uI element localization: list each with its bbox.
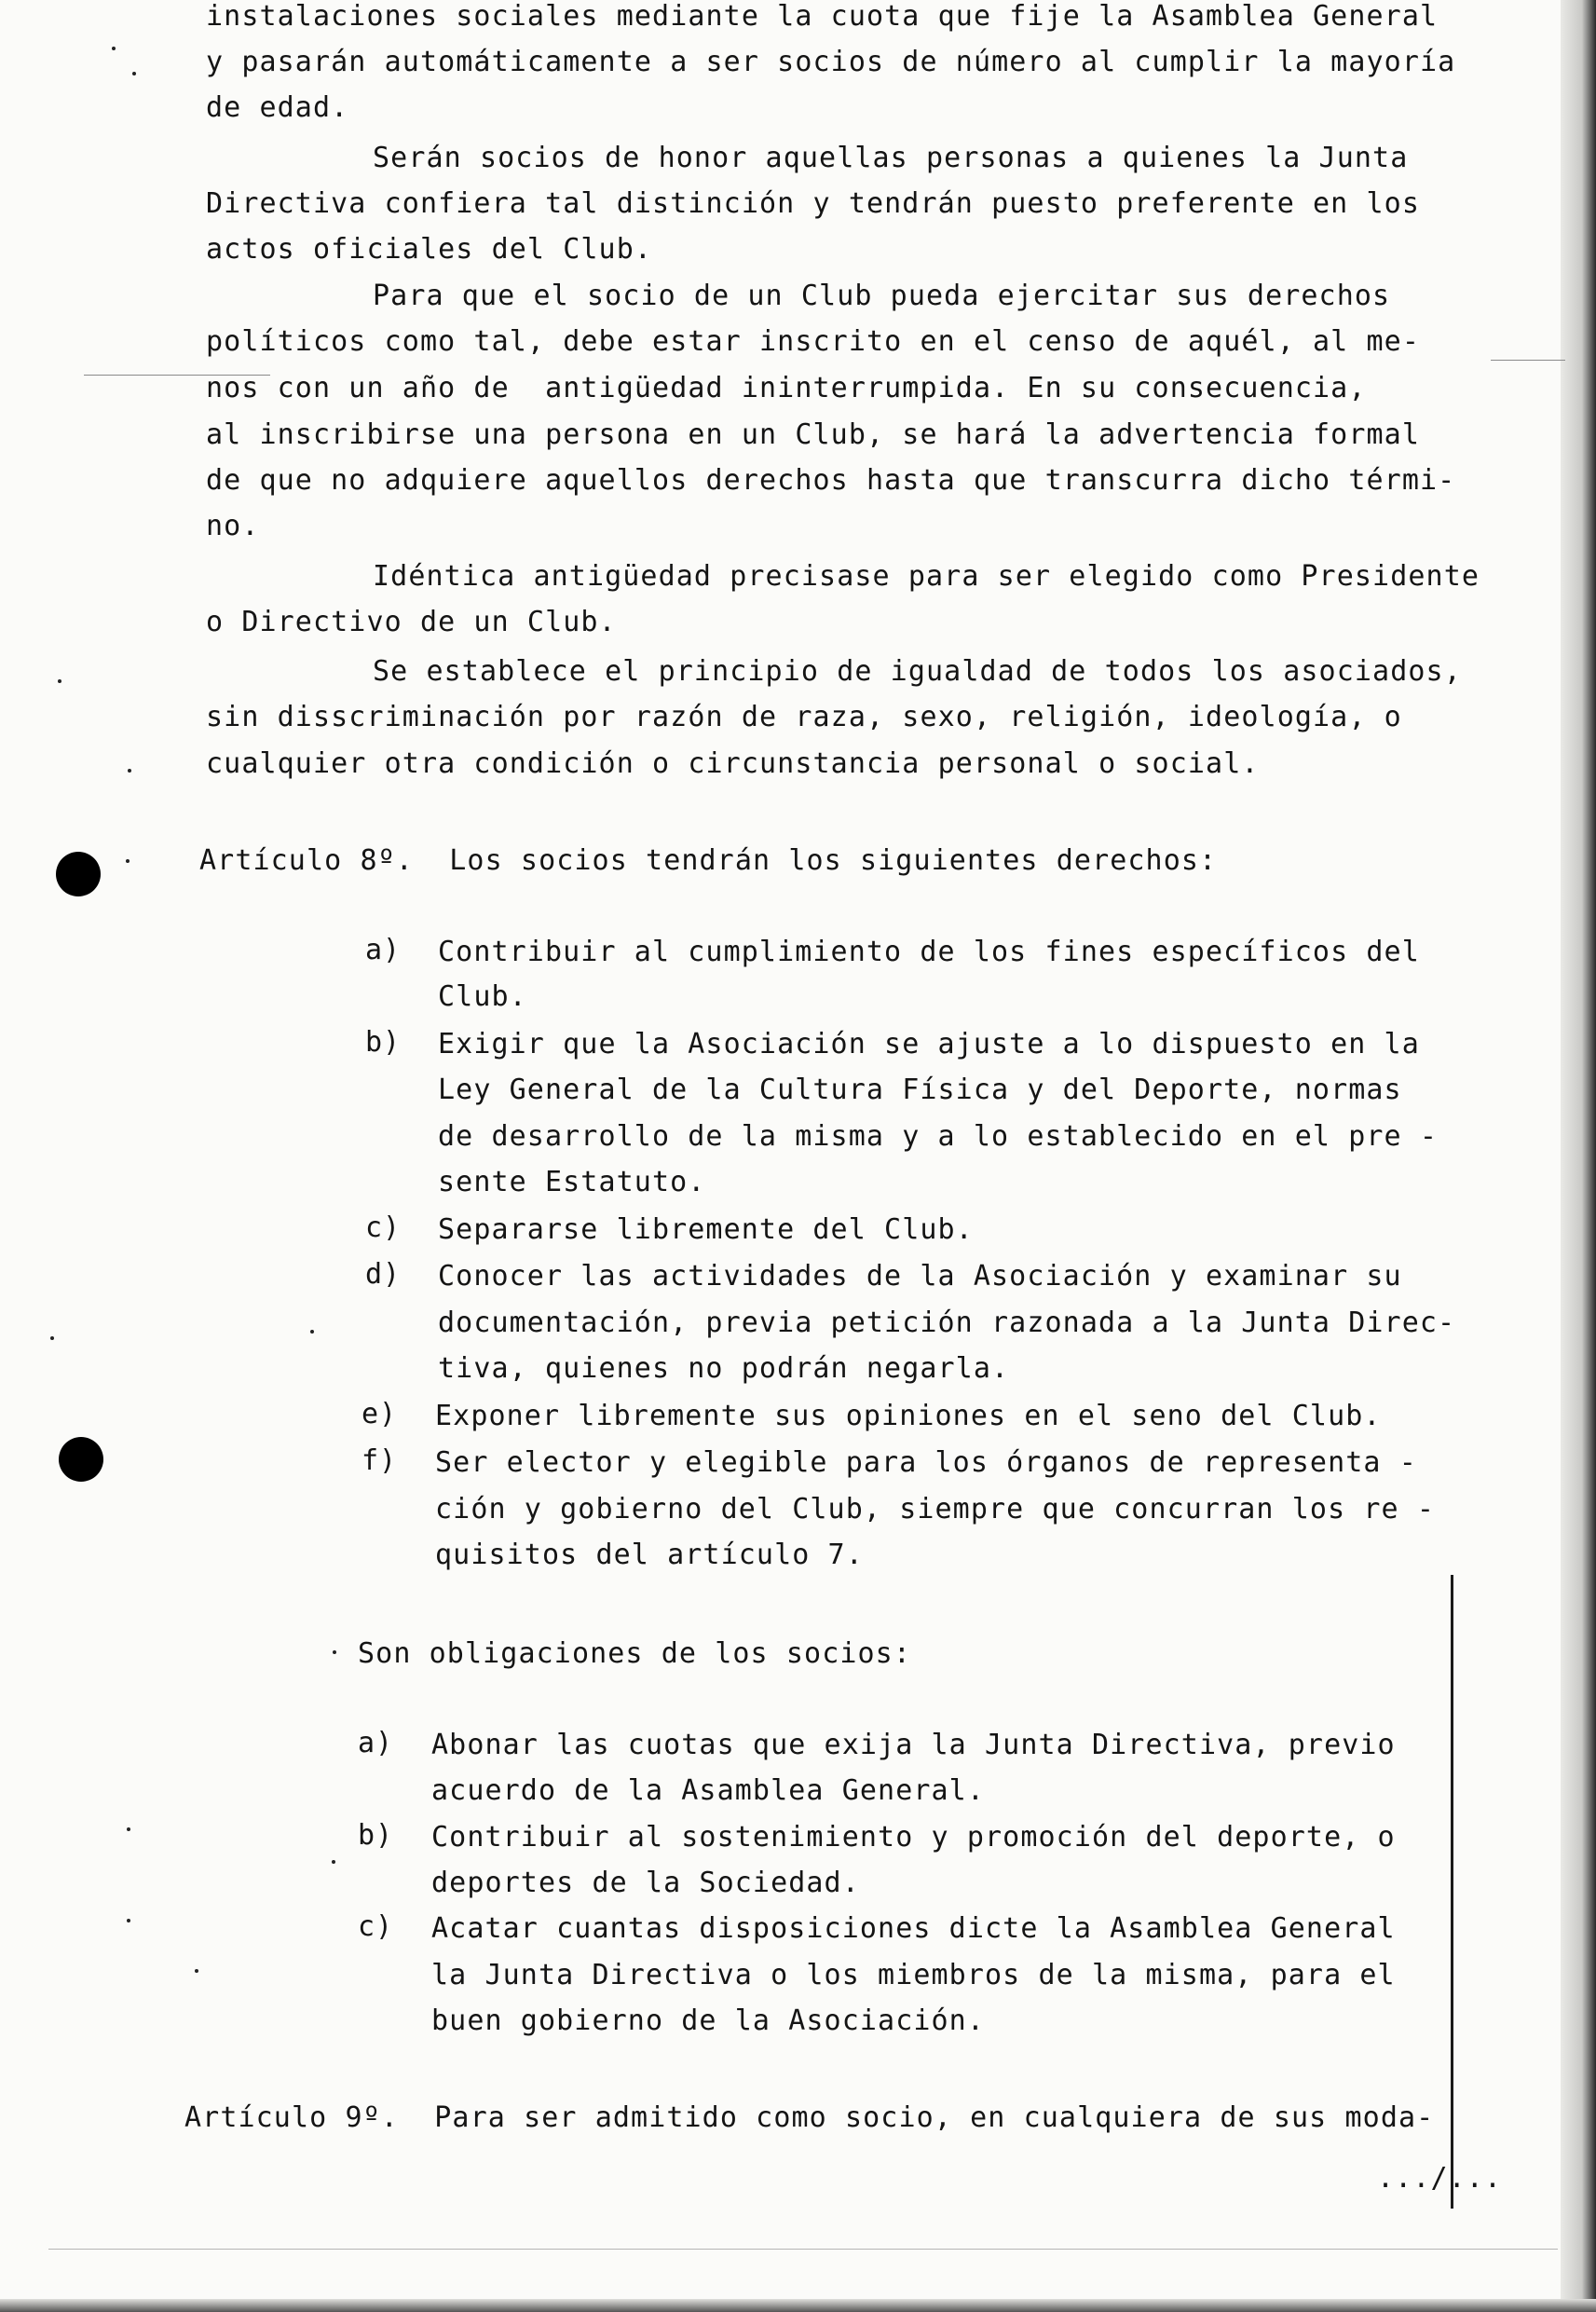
list-letter: a): [365, 934, 402, 966]
text-line: de que no adquiere aquellos derechos hasta que transcurra dicho térmi-: [206, 464, 1456, 497]
text-line: Se establece el principio de igualdad de todos los asociados,: [373, 655, 1462, 688]
text-line: actos oficiales del Club.: [206, 233, 653, 266]
list-item-line: sente Estatuto.: [438, 1166, 706, 1198]
list-item-line: documentación, previa petición razonada a la Junta Direc-: [438, 1306, 1456, 1339]
list-item-line: Exigir que la Asociación se ajuste a lo dispuesto en la: [438, 1028, 1420, 1060]
text-line: Para que el socio de un Club pueda ejercitar sus derechos: [373, 280, 1391, 312]
text-line: políticos como tal, debe estar inscrito en el censo de aquél, al me-: [206, 325, 1420, 358]
list-item-line: Separarse libremente del Club.: [438, 1213, 974, 1246]
continuation-mark: .../...: [1377, 2162, 1503, 2195]
list-item-line: Contribuir al cumplimiento de los fines específicos del: [438, 936, 1420, 968]
text-line: no.: [206, 510, 260, 542]
text-line: Directiva confiera tal distinción y tendrán puesto preferente en los: [206, 187, 1420, 220]
text-line: sin disscriminación por razón de raza, sexo, religión, ideología, o: [206, 701, 1402, 733]
list-item-line: la Junta Directiva o los miembros de la misma, para el: [431, 1959, 1396, 1991]
text-line: nos con un año de antigüedad ininterrumpida. En su consecuencia,: [206, 372, 1367, 404]
list-item-line: Club.: [438, 980, 527, 1013]
article-8-heading: Artículo 8º. Los socios tendrán los siguientes derechos:: [199, 844, 1218, 877]
list-item-line: Conocer las actividades de la Asociación y examinar su: [438, 1260, 1402, 1293]
text-line: o Directivo de un Club.: [206, 606, 617, 638]
text-line: de edad.: [206, 91, 349, 124]
text-line: cualquier otra condición o circunstancia personal o social.: [206, 747, 1260, 780]
list-item-line: buen gobierno de la Asociación.: [431, 2004, 986, 2037]
list-item-line: Abonar las cuotas que exija la Junta Directiva, previo: [431, 1729, 1396, 1761]
text-line: al inscribirse una persona en un Club, se hará la advertencia formal: [206, 418, 1420, 451]
list-item-line: ción y gobierno del Club, siempre que concurran los re -: [435, 1493, 1436, 1525]
list-letter: c): [358, 1910, 394, 1943]
list-item-line: Ley General de la Cultura Física y del Deporte, normas: [438, 1074, 1402, 1106]
article-9-heading: Artículo 9º. Para ser admitido como socio, en cualquiera de sus moda-: [184, 2101, 1435, 2134]
list-letter: b): [365, 1026, 402, 1059]
list-item-line: Exponer libremente sus opiniones en el seno del Club.: [435, 1400, 1382, 1432]
obligations-heading: Son obligaciones de los socios:: [358, 1637, 912, 1670]
text-line: Idéntica antigüedad precisase para ser elegido como Presidente: [373, 560, 1480, 593]
list-letter: d): [365, 1258, 402, 1291]
list-letter: f): [361, 1444, 398, 1477]
list-item-line: deportes de la Sociedad.: [431, 1867, 860, 1899]
list-letter: e): [361, 1398, 398, 1430]
list-item-line: Ser elector y elegible para los órganos de representa -: [435, 1446, 1417, 1479]
list-item-line: acuerdo de la Asamblea General.: [431, 1774, 986, 1807]
list-item-line: quisitos del artículo 7.: [435, 1539, 864, 1571]
text-line: instalaciones sociales mediante la cuota que fije la Asamblea General: [206, 0, 1439, 33]
text-line: y pasarán automáticamente a ser socios de número al cumplir la mayoría: [206, 46, 1456, 78]
list-item-line: Contribuir al sostenimiento y promoción del deporte, o: [431, 1821, 1396, 1854]
list-item-line: tiva, quienes no podrán negarla.: [438, 1352, 1010, 1385]
text-line: Serán socios de honor aquellas personas a quienes la Junta: [373, 142, 1409, 174]
list-letter: b): [358, 1819, 394, 1852]
list-item-line: de desarrollo de la misma y a lo establecido en el pre -: [438, 1120, 1439, 1153]
list-letter: c): [365, 1211, 402, 1244]
list-item-line: Acatar cuantas disposiciones dicte la Asamblea General: [431, 1912, 1396, 1945]
list-letter: a): [358, 1727, 394, 1759]
